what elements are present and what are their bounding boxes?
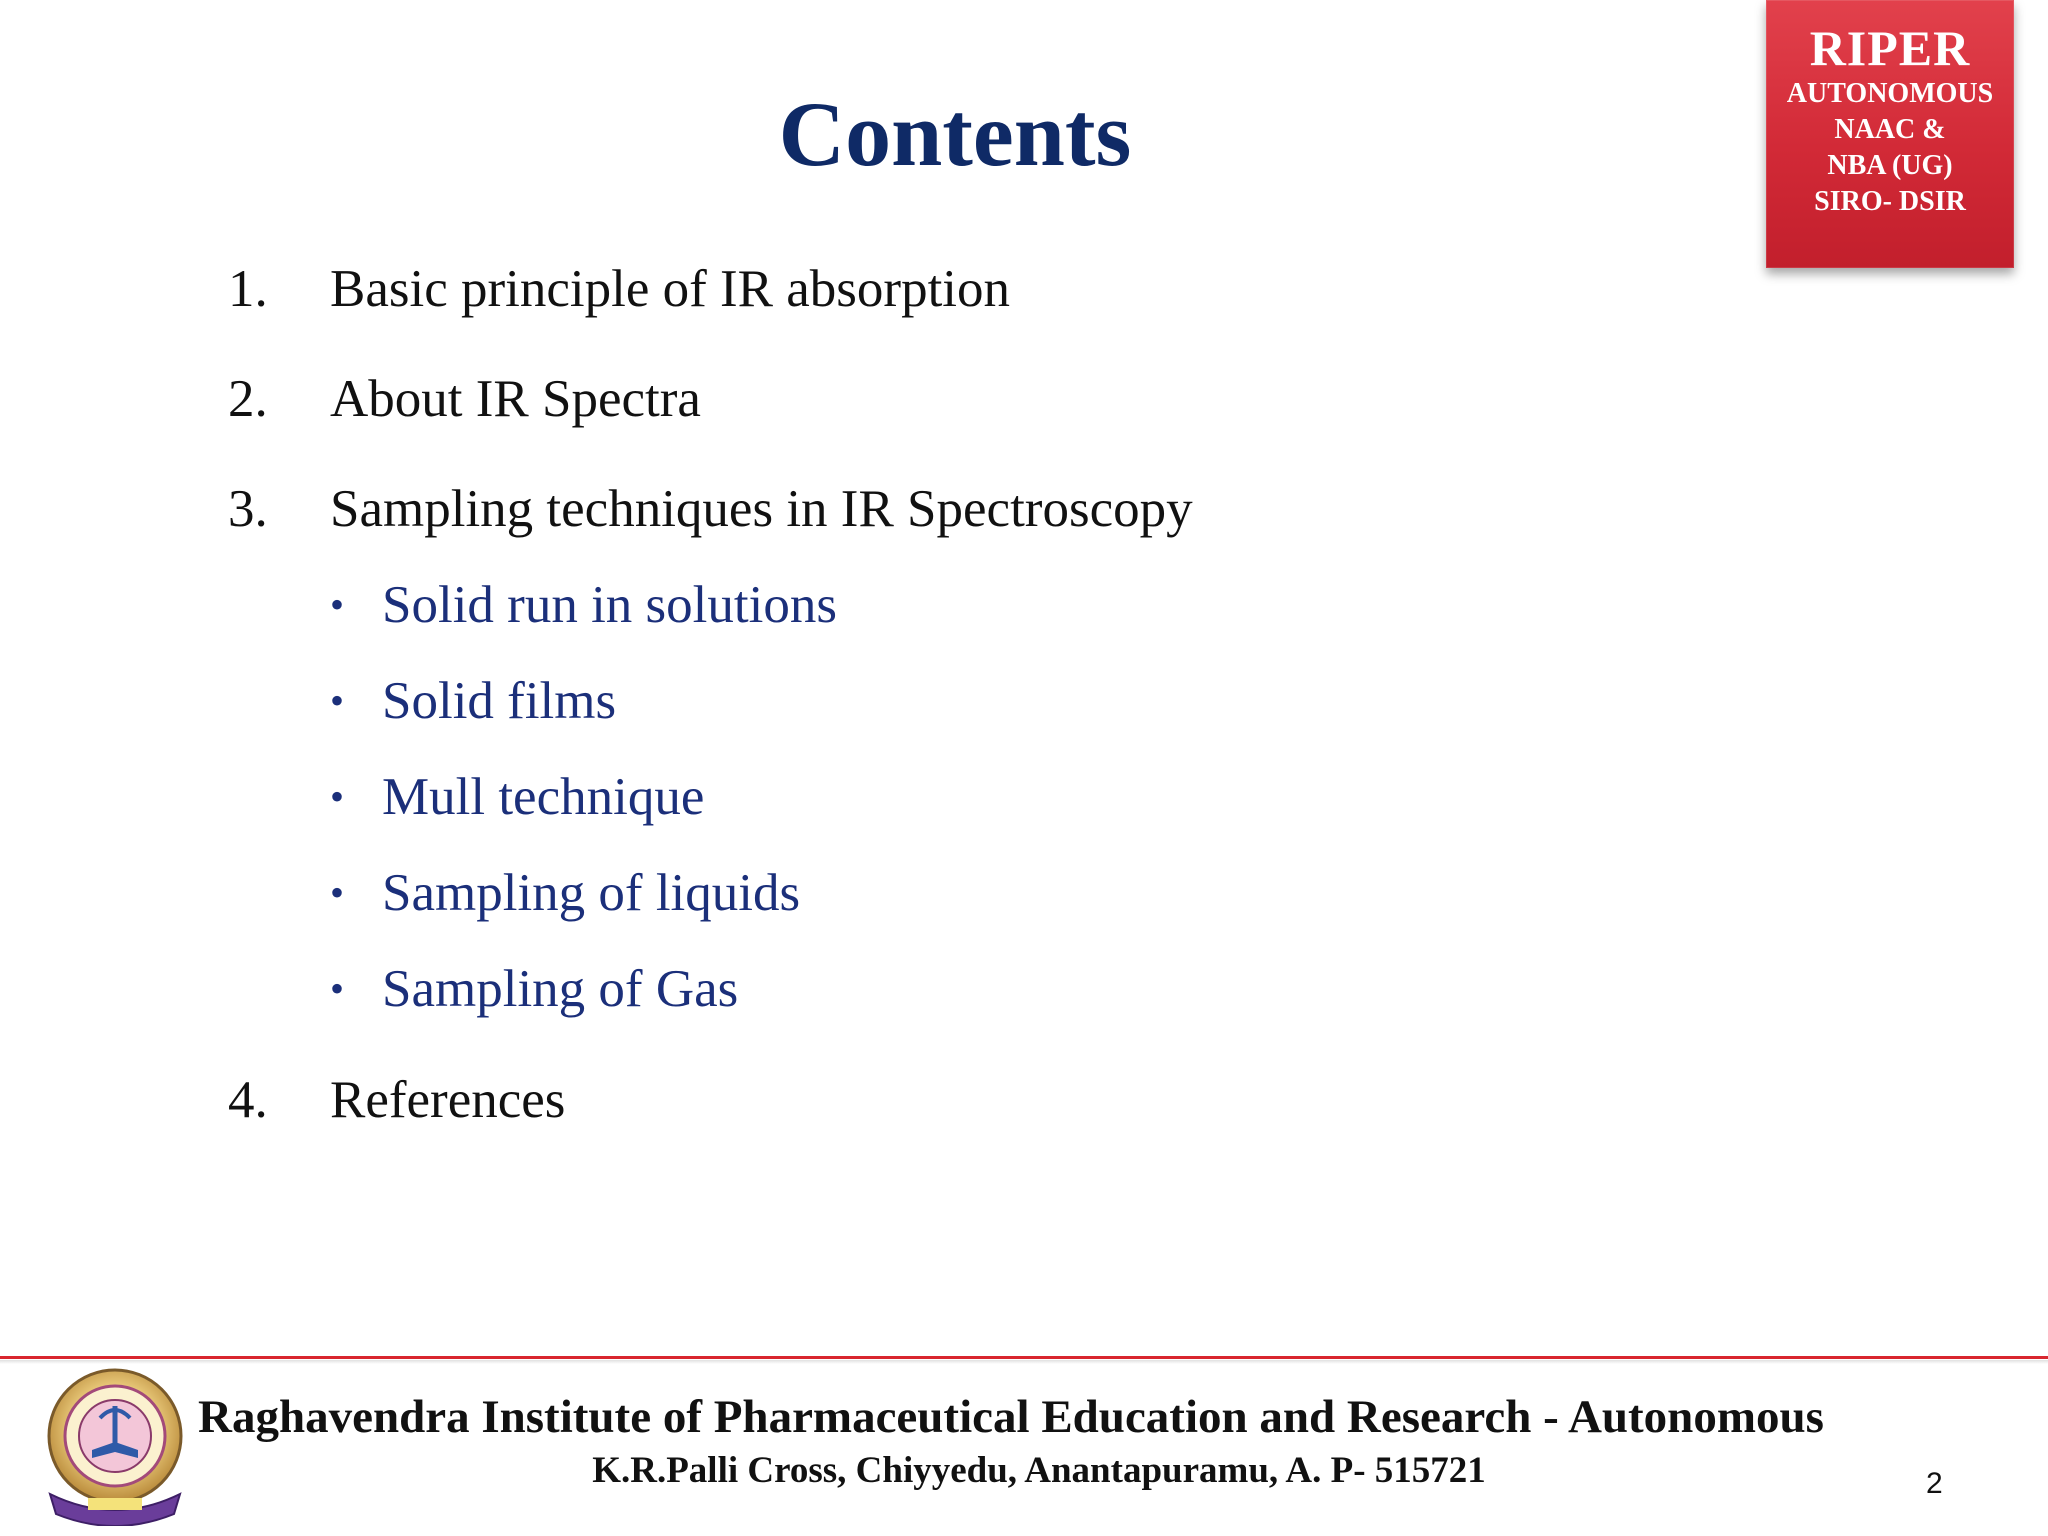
sub-item-liquids [330,861,800,925]
badge-line-siro: SIRO- DSIR [1814,186,1966,217]
item-number: 4. [228,1071,268,1129]
sub-item-text: Mull technique [382,768,705,826]
contents-item-3 [228,477,1193,541]
bullet-icon: • [330,774,345,819]
item-text: Sampling techniques in IR Spectroscopy [330,480,1193,538]
contents-item-1 [228,257,1010,321]
sub-item-text: Sampling of Gas [382,960,739,1018]
footer-divider-shadow [0,1360,2048,1364]
sub-item-text: Solid run in solutions [382,576,837,634]
item-text: Basic principle of IR absorption [330,260,1011,318]
slide-title: Contents [778,83,1132,185]
sub-item-solid-run [330,573,837,637]
sub-item-solid-films [330,669,616,733]
badge-line-autonomous: AUTONOMOUS [1786,78,1994,109]
sub-item-text: Sampling of liquids [382,864,801,922]
item-number: 2. [228,370,268,428]
item-number: 1. [228,260,268,318]
sub-item-gas [330,957,738,1021]
page-number: 2 [1926,1467,1943,1500]
institution-address: K.R.Palli Cross, Chiyyedu, Anantapuramu, A. P- 515721 [592,1450,1486,1491]
contents-item-4 [228,1068,565,1132]
bullet-icon: • [330,870,345,915]
contents-item-2 [228,367,701,431]
badge-title: RIPER [1809,20,1971,76]
institution-seal-icon [40,1366,190,1526]
bullet-icon: • [330,582,345,627]
badge-line-naac: NAAC & [1834,114,1946,145]
bullet-icon: • [330,678,345,723]
institution-name: Raghavendra Institute of Pharmaceutical Education and Research - Autonomous [198,1391,1824,1443]
footer-divider [0,1356,2048,1359]
sub-item-text: Solid films [382,672,617,730]
bullet-icon: • [330,966,345,1011]
item-text: About IR Spectra [330,370,701,428]
item-text: References [330,1071,566,1129]
sub-item-mull [330,765,704,829]
item-number: 3. [228,480,268,538]
badge-line-nba: NBA (UG) [1827,150,1953,181]
